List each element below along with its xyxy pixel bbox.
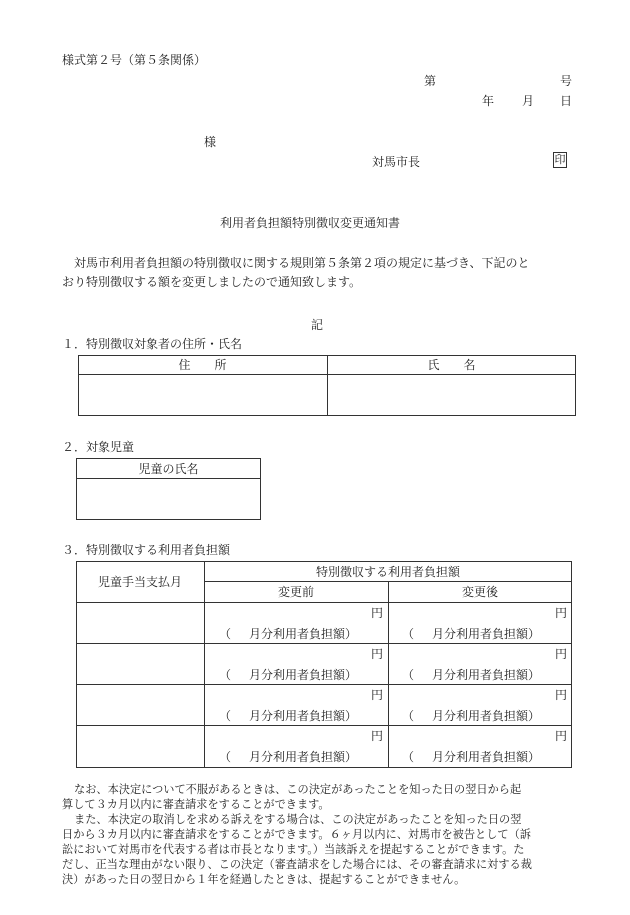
paren-before-3: （ xyxy=(219,709,232,723)
yen-after-3: 円 xyxy=(555,688,568,702)
number-suffix: 号 xyxy=(560,74,573,88)
section1-heading: １．特別徴収対象者の住所・氏名 xyxy=(62,337,243,351)
intro-line-2: おり特別徴収する額を変更しましたので通知致します。 xyxy=(62,275,362,289)
yen-after-1: 円 xyxy=(555,606,568,620)
month-label-before-3: 月分利用者負担額） xyxy=(249,709,358,723)
month-label-after-3: 月分利用者負担額） xyxy=(432,709,541,723)
month-label-after-1: 月分利用者負担額） xyxy=(432,627,541,641)
note1-line2: 算して３カ月以内に審査請求をすることができます。 xyxy=(62,798,330,811)
seal-stamp: 印 xyxy=(554,153,566,166)
month-label-after-4: 月分利用者負担額） xyxy=(432,750,541,764)
note2-line3: 訟において対馬市を代表する者は市長となります。）当該訴えを提起することができます。た xyxy=(62,843,525,856)
note2-line4: だし、正当な理由がない限り、この決定（審査請求をした場合には、その審査請求に対する裁 xyxy=(62,858,532,871)
col-after: 変更後 xyxy=(461,585,498,599)
col-name: 氏 名 xyxy=(427,358,476,372)
paren-before-4: （ xyxy=(219,750,232,764)
table-divider xyxy=(204,581,572,582)
addressee-honorific: 様 xyxy=(204,135,217,149)
col-child-name: 児童の氏名 xyxy=(138,462,199,476)
date-day: 日 xyxy=(560,94,573,108)
yen-before-1: 円 xyxy=(371,606,384,620)
ki-label: 記 xyxy=(311,318,324,332)
note2-line2: 日から３カ月以内に審査請求をすることができます。６ヶ月以内に、対馬市を被告として（訴 xyxy=(62,828,531,841)
month-label-after-2: 月分利用者負担額） xyxy=(432,668,541,682)
yen-before-3: 円 xyxy=(371,688,384,702)
table-divider xyxy=(76,684,572,685)
month-label-before-4: 月分利用者負担額） xyxy=(249,750,358,764)
note2-line5: 決）があった日の翌日から１年を経過したときは、提起することができません。 xyxy=(62,873,466,886)
paren-after-4: （ xyxy=(402,750,415,764)
table-divider xyxy=(76,725,572,726)
month-label-before-2: 月分利用者負担額） xyxy=(249,668,358,682)
paren-before-1: （ xyxy=(219,627,232,641)
date-month: 月 xyxy=(522,94,535,108)
yen-after-4: 円 xyxy=(555,729,568,743)
paren-before-2: （ xyxy=(219,668,232,682)
table-divider xyxy=(76,602,572,603)
date-year: 年 xyxy=(482,94,495,108)
yen-before-4: 円 xyxy=(371,729,384,743)
section3-heading: ３．特別徴収する利用者負担額 xyxy=(62,543,231,557)
paren-after-3: （ xyxy=(402,709,415,723)
col-before: 変更前 xyxy=(277,585,314,599)
paren-after-1: （ xyxy=(402,627,415,641)
number-prefix: 第 xyxy=(424,74,437,88)
yen-after-2: 円 xyxy=(555,647,568,661)
note2-line1: また、本決定の取消しを求める訴えをする場合は、この決定があったことを知った日の翌 xyxy=(74,813,522,826)
yen-before-2: 円 xyxy=(371,647,384,661)
note1-line1: なお、本決定について不服があるときは、この決定があったことを知った日の翌日から起 xyxy=(74,783,522,796)
table-divider xyxy=(76,478,261,479)
intro-line-1: 対馬市利用者負担額の特別徴収に関する規則第５条第２項の規定に基づき、下記のと xyxy=(74,256,530,270)
col-amount: 特別徴収する利用者負担額 xyxy=(315,565,460,579)
col-payment-month: 児童手当支払月 xyxy=(97,575,182,589)
section2-heading: ２．対象児童 xyxy=(62,440,135,454)
issuer: 対馬市長 xyxy=(372,155,421,169)
month-label-before-1: 月分利用者負担額） xyxy=(249,627,358,641)
table-divider xyxy=(388,581,389,768)
table-divider xyxy=(76,643,572,644)
form-label: 様式第２号（第５条関係） xyxy=(62,53,207,67)
document-title: 利用者負担額特別徴収変更通知書 xyxy=(220,216,401,230)
paren-after-2: （ xyxy=(402,668,415,682)
col-address: 住 所 xyxy=(178,358,227,372)
